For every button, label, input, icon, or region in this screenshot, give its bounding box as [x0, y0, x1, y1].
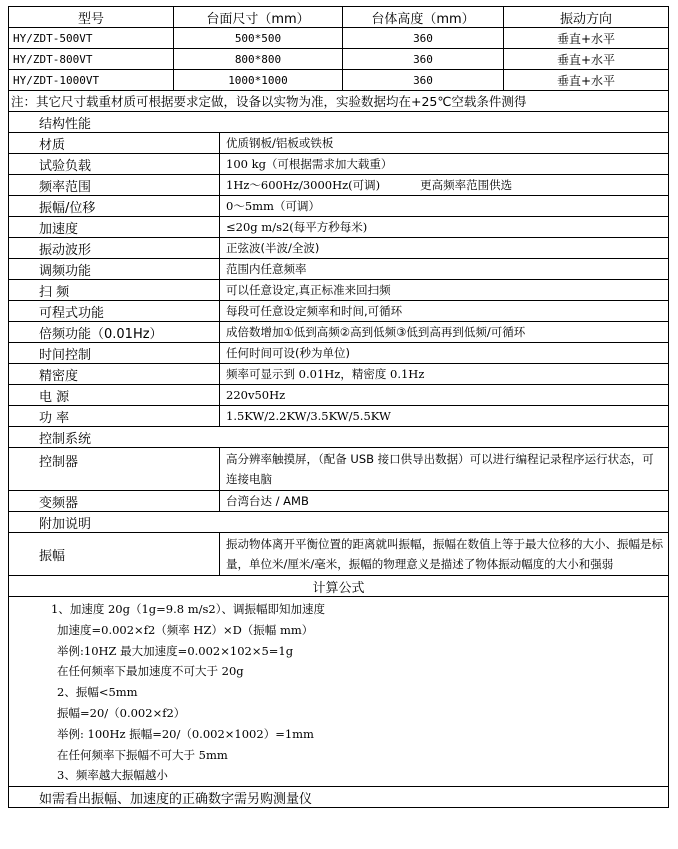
- model-cell: HY/ZDT-1000VT: [9, 70, 174, 91]
- spec-label: 调频功能: [9, 259, 220, 280]
- formula-title: 计算公式: [9, 576, 669, 597]
- spec-value: ≤20g m/s2(每平方秒每米): [220, 217, 669, 238]
- spec-value: 每段可任意设定频率和时间,可循环: [220, 301, 669, 322]
- spec-label: 振幅/位移: [9, 196, 220, 217]
- spec-row: [9, 196, 669, 217]
- size-cell: 500*500: [174, 28, 343, 49]
- formula-line: 举例: 100Hz 振幅=20/（0.002×1002）=1mm: [57, 726, 314, 741]
- spec-row: [9, 364, 669, 385]
- formula-line: 在任何频率下最加速度不可大于 20g: [57, 664, 244, 679]
- direction-cell: 垂直+水平: [504, 49, 669, 70]
- spec-value: 优质钢板/铝板或铁板: [220, 133, 669, 154]
- model-table: [8, 6, 669, 91]
- section-control: 控制系统: [9, 427, 669, 448]
- spec-row: [9, 133, 669, 154]
- formula-line: 振幅=20/（0.002×f2）: [57, 705, 186, 720]
- height-cell: 360: [343, 28, 504, 49]
- spec-value: 任何时间可设(秒为单位): [220, 343, 669, 364]
- spec-row: [9, 259, 669, 280]
- formula-block: [9, 597, 669, 787]
- section-structure: 结构性能: [9, 112, 669, 133]
- spec-row: [9, 301, 669, 322]
- height-cell: 360: [343, 49, 504, 70]
- spec-label: 扫 频: [9, 280, 220, 301]
- spec-value: 高分辨率触摸屏，（配备 USB 接口供导出数据）可以进行编程记录程序运行状态，可连接电脑: [220, 448, 669, 491]
- model-cell: HY/ZDT-500VT: [9, 28, 174, 49]
- spec-row: [9, 343, 669, 364]
- spec-row: [9, 322, 669, 343]
- size-cell: 1000*1000: [174, 70, 343, 91]
- model-cell: HY/ZDT-800VT: [9, 49, 174, 70]
- spec-row: [9, 533, 669, 576]
- spec-label: 倍频功能（0.01Hz）: [9, 322, 220, 343]
- spec-label: 时间控制: [9, 343, 220, 364]
- spec-row: [9, 448, 669, 491]
- spec-label: 变频器: [9, 491, 220, 512]
- spec-value: 1Hz～600Hz/3000Hz(可调): [226, 178, 381, 192]
- spec-label: 加速度: [9, 217, 220, 238]
- spec-value: 正弦波(半波/全波): [220, 238, 669, 259]
- spec-label: 可程式功能: [9, 301, 220, 322]
- spec-value: 范围内任意频率: [220, 259, 669, 280]
- spec-value: 频率可显示到 0.01Hz，精密度 0.1Hz: [220, 364, 669, 385]
- spec-value: 100 kg（可根据需求加大载重）: [220, 154, 669, 175]
- table-row: [9, 28, 669, 49]
- spec-value: 0～5mm（可调）: [220, 196, 669, 217]
- spec-row: [9, 280, 669, 301]
- formula-line: 举例:10HZ 最大加速度=0.002×102×5=1g: [57, 643, 294, 658]
- spec-value: 220v50Hz: [220, 385, 669, 406]
- spec-value: 1.5KW/2.2KW/3.5KW/5.5KW: [220, 406, 669, 427]
- spec-label: 频率范围: [9, 175, 220, 196]
- formula-line: 加速度=0.002×f2（频率 HZ）×D（振幅 mm）: [57, 622, 314, 637]
- spec-value: 可以任意设定,真正标准来回扫频: [220, 280, 669, 301]
- spec-label: 精密度: [9, 364, 220, 385]
- spec-row: [9, 385, 669, 406]
- direction-cell: 垂直+水平: [504, 28, 669, 49]
- spec-label: 功 率: [9, 406, 220, 427]
- formula-line: 2、振幅<5mm: [57, 685, 138, 700]
- formula-line: 在任何频率下振幅不可大于 5mm: [57, 747, 228, 762]
- spec-label: 试验负载: [9, 154, 220, 175]
- header-table-size: 台面尺寸（mm）: [174, 7, 343, 28]
- spec-label: 振动波形: [9, 238, 220, 259]
- formula-line: 1、加速度 20g（1g=9.8 m/s2）、调振幅即知加速度: [51, 602, 325, 616]
- spec-value: 成倍数增加①低到高频②高到低频③低到高再到低频/可循环: [220, 322, 669, 343]
- spec-value: 台湾台达 / AMB: [220, 491, 669, 512]
- note-text: 注：其它尺寸载重材质可根据要求定做，设备以实物为准，实验数据均在+25℃空载条件测得: [9, 91, 669, 112]
- header-vibration-direction: 振动方向: [504, 7, 669, 28]
- spec-label: 振幅: [9, 533, 220, 576]
- direction-cell: 垂直+水平: [504, 70, 669, 91]
- spec-value-extra: 更高频率范围供选: [420, 178, 513, 192]
- model-table-header: [9, 7, 669, 28]
- height-cell: 360: [343, 70, 504, 91]
- spec-label: 电 源: [9, 385, 220, 406]
- header-table-height: 台体高度（mm）: [343, 7, 504, 28]
- size-cell: 800*800: [174, 49, 343, 70]
- spec-row: [9, 175, 669, 196]
- spec-row: [9, 154, 669, 175]
- spec-label: 材质: [9, 133, 220, 154]
- header-model: 型号: [9, 7, 174, 28]
- spec-label: 控制器: [9, 448, 220, 491]
- spec-value: 振动物体离开平衡位置的距离就叫振幅，振幅在数值上等于最大位移的大小、振幅是标量，单位米/厘米/毫米，振幅的物理意义是描述了物体振动幅度的大小和强弱: [220, 533, 669, 576]
- spec-row: [9, 217, 669, 238]
- spec-row: [9, 406, 669, 427]
- footer-note: 如需看出振幅、加速度的正确数字需另购测量仪: [9, 787, 669, 808]
- formula-line: 3、频率越大振幅越小: [57, 768, 168, 783]
- spec-sheet: [8, 6, 668, 808]
- spec-row: [9, 238, 669, 259]
- table-row: [9, 49, 669, 70]
- spec-table: [8, 90, 669, 808]
- spec-row: [9, 491, 669, 512]
- section-extra: 附加说明: [9, 512, 669, 533]
- table-row: [9, 70, 669, 91]
